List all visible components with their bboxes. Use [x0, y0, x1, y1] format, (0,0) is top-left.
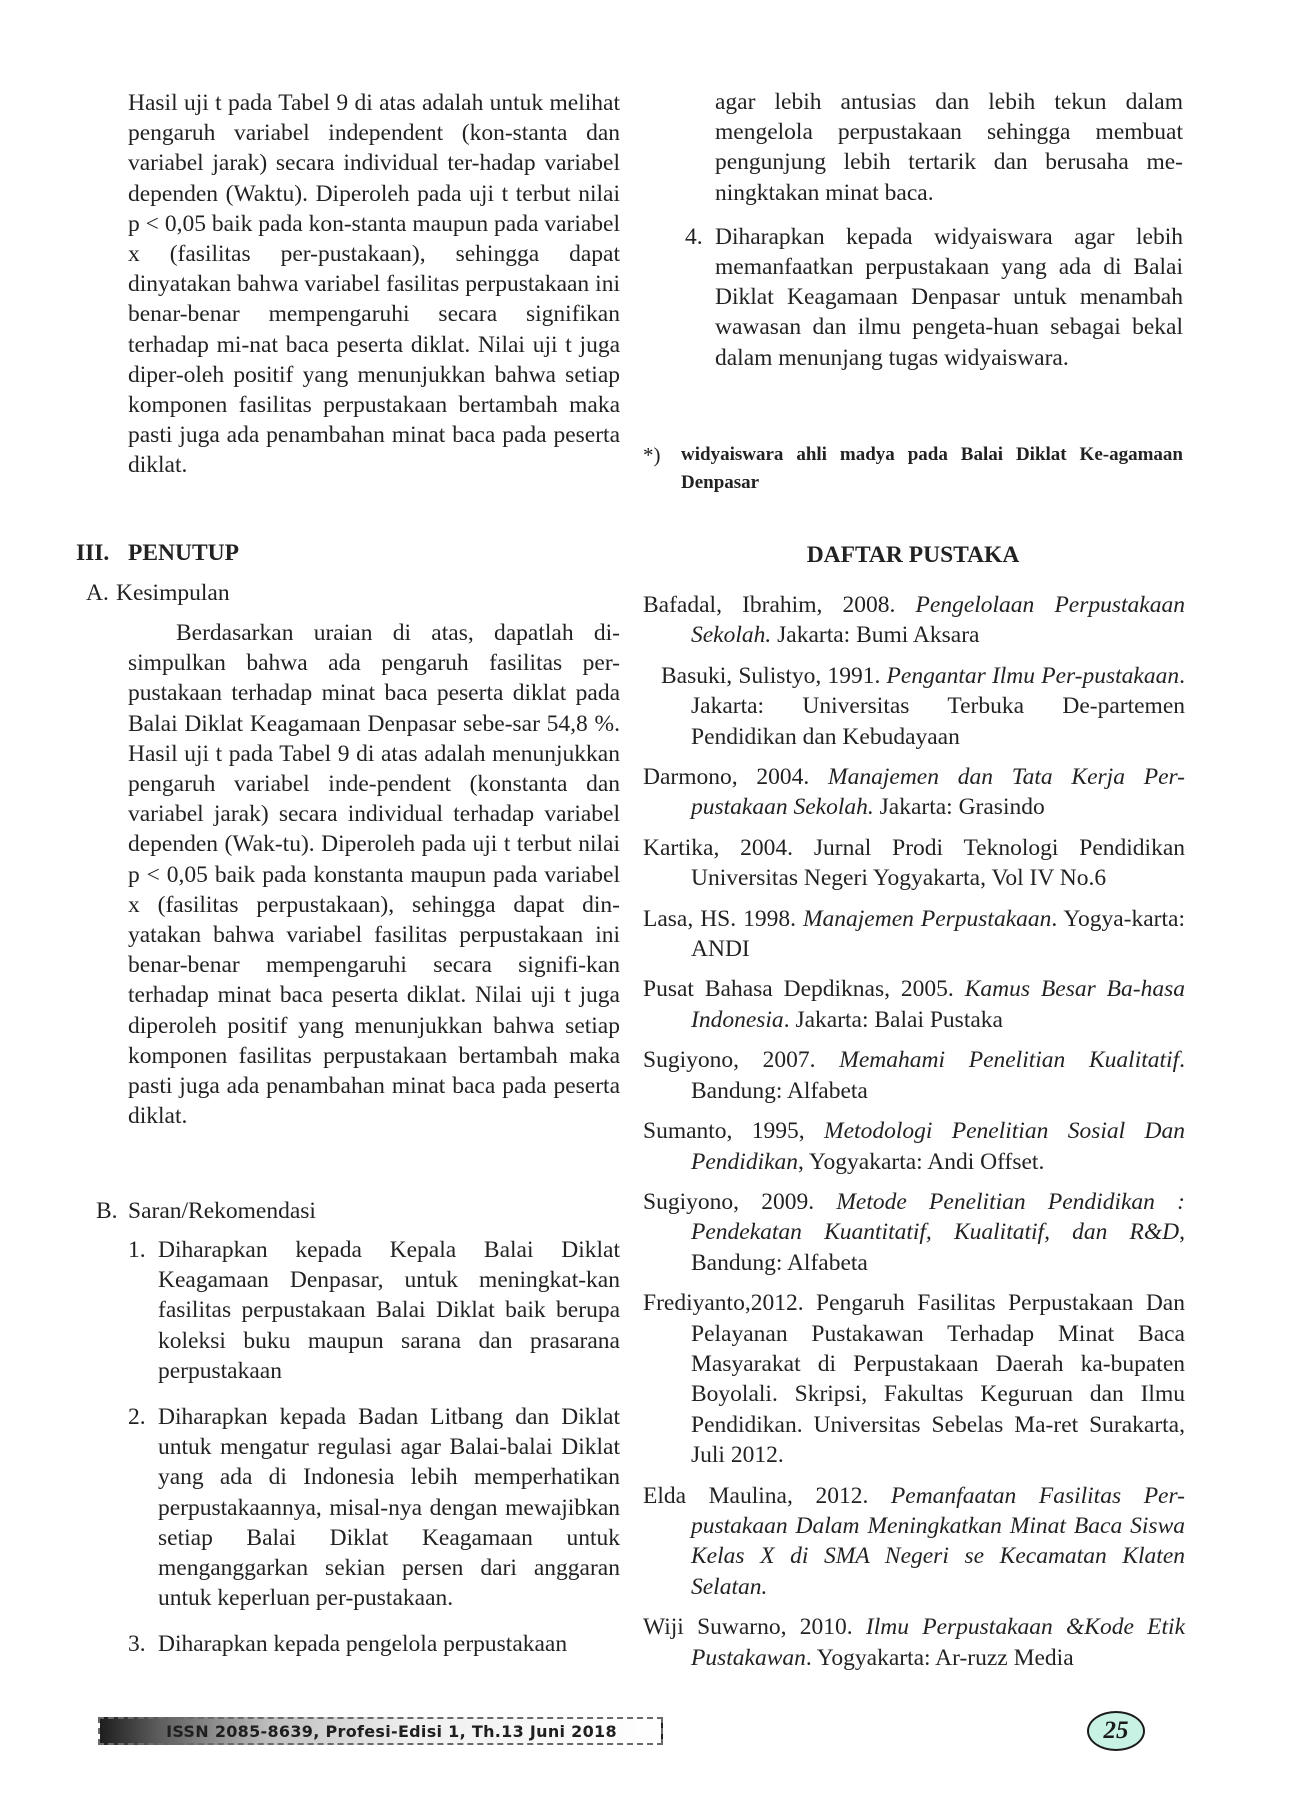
ref-title: Manajemen dan Tata Kerja Per-pustakaan Sekolah. — [691, 764, 1185, 821]
ref-publisher: Jakarta: Bumi Aksara — [771, 622, 980, 649]
subheading-title: Kesimpulan — [116, 580, 230, 606]
issn-text: ISSN 2085-8639, Profesi-Edisi 1, Th.13 Juni 2018 — [166, 1721, 617, 1741]
page-number: 25 — [1103, 1717, 1129, 1744]
ref-title: Pengantar Ilmu Per-pustakaan — [886, 662, 1180, 689]
ref-title: Pemanfaatan Fasilitas Per-pustakaan Dalam Meningkatkan Minat Baca Siswa Kelas X di SMA Negeri se Kecamatan Klaten Selatan. — [691, 1482, 1185, 1600]
ref-author: Kartika, 2004. Jurnal Prodi Teknologi Pendidikan Universitas Negeri Yogyakarta, Vol IV No.6 — [643, 834, 1185, 892]
bibliography-list — [643, 590, 1185, 1683]
reference-entry — [643, 833, 1185, 894]
ref-title: Manajemen Perpustakaan — [802, 905, 1052, 932]
list-text: Diharapkan kepada pengelola perpustakaan — [158, 1631, 568, 1658]
section-number: III. — [76, 540, 110, 566]
reference-entry — [643, 1481, 1185, 1603]
ref-author: Darmono, 2004. — [643, 764, 829, 791]
ref-title: Pengelolaan Perpustakaan Sekolah. — [691, 592, 1185, 649]
ref-author: Sugiyono, 2007. — [643, 1047, 840, 1074]
intro-paragraph: Hasil uji t pada Tabel 9 di atas adalah untuk melihat pengaruh variabel independent (kon-stanta dan variabel jarak) secara individual ter-hadap variabel dependen (Waktu). Diperoleh pada uji t terbut nilai p < 0,05 baik pada kon-stanta maupun pada variabel x (fasilitas per-pustakaan), sehingga dapat dinyatakan bahwa variabel fasilitas perpustakaan ini benar-benar mempengaruhi secara signifikan terhadap mi-nat baca peserta diklat. Nilai uji t juga diper-oleh positif yang menunjukkan bahwa setiap komponen fasilitas perpustakaan bertambah maka pasti juga ada penambahan minat baca pada peserta diklat. — [128, 90, 620, 479]
subheading-kesimpulan — [86, 578, 230, 608]
ref-author: Basuki, Sulistyo, 1991. — [661, 662, 887, 689]
section-heading-penutup — [76, 538, 239, 568]
kesimpulan-body — [128, 618, 620, 1131]
reference-entry — [643, 762, 1185, 823]
ref-author: Pusat Bahasa Depdiknas, 2005. — [643, 976, 965, 1003]
reference-entry — [643, 1045, 1185, 1106]
reference-entry — [643, 974, 1185, 1035]
reference-entry — [643, 904, 1185, 965]
list-number: 4. — [685, 223, 703, 250]
ref-publisher: . Bandung: Alfabeta — [691, 1047, 1185, 1104]
list-text: Diharapkan kepada Badan Litbang dan Diklat untuk mengatur regulasi agar Balai-balai Diklat yang ada di Indonesia lebih memperhatikan perpustakaannya, misal-nya dengan mewajibkan setiap Balai Diklat Keagamaan untuk menganggarkan sekian persen dari anggaran untuk keperluan per-pustakaan. — [158, 1404, 620, 1612]
ref-author: Lasa, HS. 1998. — [643, 905, 803, 932]
reference-entry — [643, 661, 1185, 752]
subheading-title: Saran/Rekomendasi — [128, 1198, 316, 1224]
ref-publisher: , Bandung: Alfabeta — [691, 1219, 1185, 1276]
reference-entry — [643, 1288, 1185, 1470]
ref-publisher: , Yogyakarta: Andi Offset. — [798, 1148, 1045, 1175]
bibliography-heading: DAFTAR PUSTAKA — [806, 542, 1020, 568]
subheading-saran — [96, 1196, 316, 1226]
footnote-mark: *) — [643, 443, 661, 467]
list-number: 2. — [128, 1404, 146, 1431]
reference-entry — [643, 1612, 1185, 1673]
reference-entry — [643, 1187, 1185, 1278]
ref-title: Metodologi Penelitian Sosial Dan Pendidikan — [691, 1118, 1185, 1175]
reference-entry — [643, 1116, 1185, 1177]
ref-author: Frediyanto,2012. Pengaruh Fasilitas Perpustakaan Dan Pelayanan Pustakawan Terhadap Minat Baca Masyarakat di Perpustakaan Daerah ka-bupaten Boyolali. Skripsi, Fakultas Keguruan dan Ilmu Pendidikan. Universitas Sebelas Ma-ret Surakarta, Juli 2012. — [643, 1290, 1185, 1469]
footnote-text: widyaiswara ahli madya pada Balai Diklat Ke-agamaan Denpasar — [681, 444, 1183, 493]
list-number: 1. — [128, 1237, 146, 1263]
ref-publisher: . Jakarta: Balai Pustaka — [783, 1006, 1003, 1033]
left-column — [128, 88, 620, 481]
list-item — [128, 1629, 620, 1659]
ref-title: Memahami Penelitian Kualitatif — [839, 1047, 1180, 1074]
ref-title: Ilmu Perpustakaan &Kode Etik Pustakawan — [691, 1614, 1185, 1671]
ref-title: Kamus Besar Ba-hasa Indonesia — [691, 976, 1185, 1033]
author-footnote — [643, 441, 1183, 497]
list-item-continuation: agar lebih antusias dan lebih tekun dalam mengelola perpustakaan sehingga membuat pengunjung lebih tertarik dan berusaha me-ningktakan minat baca. — [715, 89, 1183, 206]
ref-publisher: Jakarta: Grasindo — [873, 794, 1045, 821]
list-item — [128, 1402, 620, 1613]
right-column-list — [643, 87, 1183, 373]
ref-publisher: . Yogya-karta: ANDI — [691, 905, 1186, 963]
ref-title: Metode Penelitian Pendidikan : Pendekatan Kuantitatif, Kualitatif, dan R&D — [691, 1188, 1185, 1246]
list-item — [128, 1235, 620, 1386]
subheading-letter: A. — [86, 580, 109, 606]
saran-list — [128, 1235, 620, 1672]
ref-author: Wiji Suwarno, 2010. — [643, 1614, 866, 1641]
list-text: Diharapkan kepada Kepala Balai Diklat Keagamaan Denpasar, untuk meningkat-kan fasilitas perpustakaan Balai Diklat baik berupa koleksi buku maupun sarana dan prasarana perpustakaan — [158, 1237, 620, 1384]
ref-author: Elda Maulina, 2012. — [643, 1482, 891, 1509]
page-number-badge — [1087, 1711, 1145, 1751]
issn-footer-banner — [98, 1717, 663, 1745]
list-item — [643, 222, 1183, 373]
ref-author: Sumanto, 1995, — [643, 1118, 825, 1145]
ref-author: Bafadal, Ibrahim, 2008. — [643, 592, 916, 618]
subheading-letter: B. — [96, 1198, 118, 1224]
list-number: 3. — [128, 1631, 146, 1658]
section-title: PENUTUP — [128, 540, 239, 566]
reference-entry — [643, 590, 1185, 651]
ref-publisher: . Jakarta: Universitas Terbuka De-partemen Pendidikan dan Kebudayaan — [691, 662, 1185, 750]
kesimpulan-paragraph: Berdasarkan uraian di atas, dapatlah di-simpulkan bahwa ada pengaruh fasilitas per-pustakaan terhadap minat baca peserta diklat pada Balai Diklat Keagamaan Denpasar sebe-sar 54,8 %. Hasil uji t pada Tabel 9 di atas adalah menunjukkan pengaruh variabel inde-pendent (konstanta dan variabel jarak) secara individual terhadap variabel dependen (Wak-tu). Diperoleh pada uji t terbut nilai p < 0,05 baik pada konstanta maupun pada variabel x (fasilitas perpustakaan), sehingga dapat din-yatakan bahwa variabel fasilitas perpustakaan ini benar-benar mempengaruhi secara signifi-kan terhadap minat baca peserta diklat. Nilai uji t juga diperoleh positif yang menunjukkan bahwa setiap komponen fasilitas perpustakaan bertambah maka pasti juga ada penambahan minat baca pada peserta diklat. — [128, 620, 620, 1130]
ref-author: Sugiyono, 2009. — [643, 1188, 837, 1215]
list-text: Diharapkan kepada widyaiswara agar lebih memanfaatkan perpustakaan yang ada di Balai Diklat Keagamaan Denpasar untuk menambah wawasan dan ilmu pengeta-huan sebagai bekal dalam menunjang tugas widyaiswara. — [715, 223, 1183, 371]
ref-publisher: . Yogyakarta: Ar-ruzz Media — [805, 1644, 1074, 1671]
